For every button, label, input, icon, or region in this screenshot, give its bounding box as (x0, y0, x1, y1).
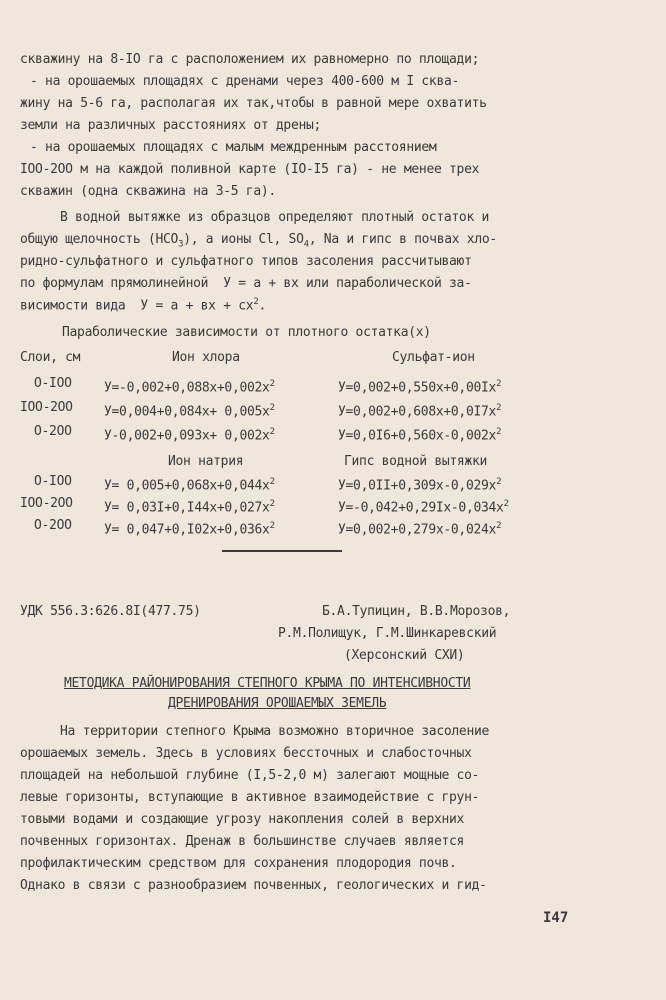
table-formula: $У=0,002+0,279х-0,024х^2$ (338, 521, 502, 538)
table-formula: $У=0,0I6+0,560х-0,002х^2$ (338, 427, 502, 444)
text-line: скважин (одна скважина на 3-5 га). (20, 184, 276, 199)
table-row-layer: IОО-2ОО (20, 400, 73, 415)
table-row-layer: О-2ОО (34, 424, 72, 439)
table-formula: $У= 0,03I+0,I44х+0,027х^2$ (104, 499, 275, 516)
body-line: товыми водами и создающие угрозу накопления солей в верхних (20, 812, 465, 827)
body-line: почвенных горизонтах. Дренаж в большинстве случаев является (20, 834, 465, 849)
table-formula: $У=-0,042+0,29Iх-0,034х^2$ (338, 499, 509, 516)
text-line-with-formula: общую щелочность $(HCO_3)$, а ионы Cl, $SO_4$, Na и гипс в почвах хло- (20, 232, 497, 250)
table-row-layer: О-2ОО (34, 518, 72, 533)
table-formula: $У=0,002+0,550х+0,00Iх^2$ (338, 379, 502, 396)
authors-line-1: Б.А.Тупицин, В.В.Морозов, (322, 604, 511, 619)
text-line: скважину на 8-IО га с расположением их равномерно по площади; (20, 52, 480, 67)
table-row-layer: О-IОО (34, 376, 72, 391)
affiliation: (Херсонский СХИ) (344, 648, 465, 663)
body-line: площадей на небольшой глубине (I,5-2,0 м) залегают мощные со- (20, 768, 480, 783)
text-line: - на орошаемых площадях с дренами через 400-600 м I сква- (30, 74, 460, 89)
body-line: левые горизонты, вступающие в активное взаимодействие с грун- (20, 790, 480, 805)
text-line: ридно-сульфатного и сульфатного типов засоления рассчитывают (20, 254, 472, 269)
table-title: Параболические зависимости от плотного остатка(х) (62, 325, 431, 340)
text-line: по формулам прямолинейной У = а + вх или параболической за- (20, 276, 472, 291)
table-header-gypsum: Гипс водной вытяжки (344, 454, 488, 469)
table-header-chloride: Ион хлора (172, 350, 240, 365)
table-formula: $У= 0,047+0,I02х+0,036х^2$ (104, 521, 275, 538)
table-formula: $У=-0,002+0,088х+0,002х^2$ (104, 379, 275, 396)
table-row-layer: О-IОО (34, 474, 72, 489)
text-line: IОО-2ОО м на каждой поливной карте (IО-I5 га) - не менее трех (20, 162, 480, 177)
section-divider (222, 550, 342, 552)
text-line-with-formula: висимости вида У = а + вх + $сх^2$. (20, 297, 266, 314)
body-line: Однако в связи с разнообразием почвенных, геологических и гид- (20, 878, 487, 893)
text-line: земли на различных расстояниях от дрены; (20, 118, 322, 133)
authors-line-2: Р.М.Полищук, Г.М.Шинкаревский (278, 626, 497, 641)
table-formula: $У= 0,005+0,068х+0,044х^2$ (104, 477, 275, 494)
table-header-sulfate: Сульфат-ион (392, 350, 475, 365)
table-header-layer: Слои, см (20, 350, 81, 365)
text-line: жину на 5-6 га, располагая их так,чтобы в равной мере охватить (20, 96, 487, 111)
body-line: На территории степного Крыма возможно вторичное засоление (60, 724, 490, 739)
table-formula: $У=0,0II+0,309х-0,029х^2$ (338, 477, 502, 494)
body-line: профилактическим средством для сохранения плодородия почв. (20, 856, 457, 871)
table-header-sodium: Ион натрия (168, 454, 244, 469)
table-formula: $У-0,002+0,093х+ 0,002х^2$ (104, 427, 275, 444)
page-number: I47 (543, 910, 569, 926)
table-formula: $У=0,004+0,084х+ 0,005х^2$ (104, 403, 275, 420)
table-formula: $У=0,002+0,608х+0,0I7х^2$ (338, 403, 502, 420)
table-row-layer: IОО-2ОО (20, 496, 73, 511)
body-line: орошаемых земель. Здесь в условиях бессточных и слабосточных (20, 746, 472, 761)
text-line: - на орошаемых площадях с малым междренным расстоянием (30, 140, 437, 155)
text-line: В водной вытяжке из образцов определяют плотный остаток и (60, 210, 490, 225)
article-title-line-2: ДРЕНИРОВАНИЯ ОРОШАЕМЫХ ЗЕМЕЛЬ (168, 696, 387, 711)
article-title-line-1: МЕТОДИКА РАЙОНИРОВАНИЯ СТЕПНОГО КРЫМА ПО ИНТЕНСИВНОСТИ (64, 676, 471, 691)
udk-code: УДК 556.3:626.8I(477.75) (20, 604, 201, 619)
